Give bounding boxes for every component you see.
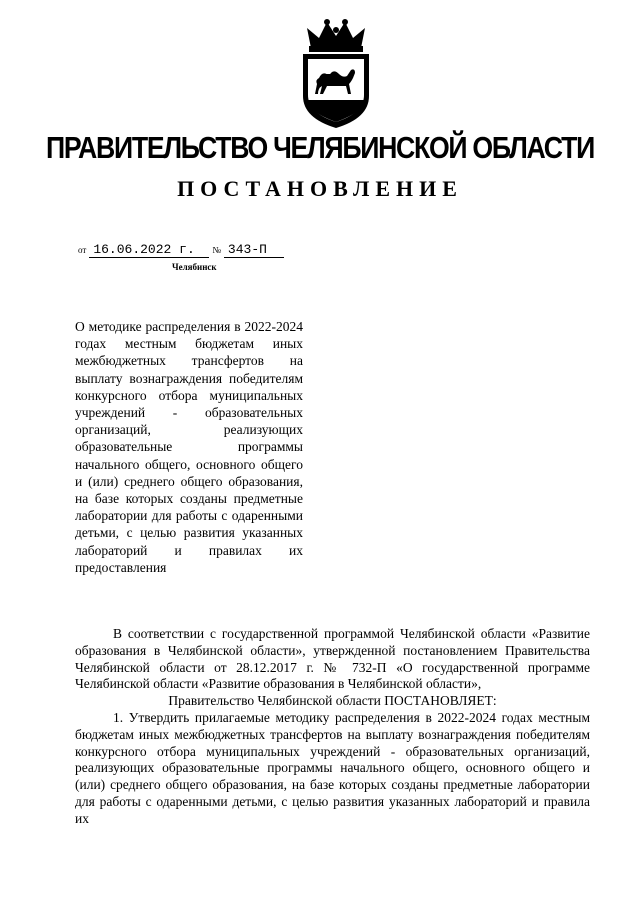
document-body: [75, 626, 590, 828]
document-subject: О методике распределения в 2022-2024 годах местным бюджетам иных межбюджетных трансфертов на выплату вознаграждения победителям конкурсного отбора муниципальных учреждений - образовательных организаций, реализующих образовательные программы начального общего, основного общего и (или) среднего общего образования, на базе которых созданы предметные лаборатории для работы с одаренными детьми, с целью развития указанных лабораторий и правилах их предоставления: [75, 319, 303, 575]
city-name: Челябинск: [172, 262, 217, 272]
decree-line: Правительство Челябинской области ПОСТАНОВЛЯЕТ:: [168, 693, 497, 709]
government-title: ПРАВИТЕЛЬСТВО ЧЕЛЯБИНСКОЙ ОБЛАСТИ: [46, 130, 594, 165]
preamble-paragraph: В соответствии с государственной программой Челябинской области «Развитие образования в Челябинской области», утвержденной постановлением Правительства Челябинской области от 28.12.2017 г. № 732-П «О государственной программе Челябинской области «Развитие образования в Челябинской области»,: [75, 626, 590, 692]
item-1-paragraph: 1. Утвердить прилагаемые методику распределения в 2022-2024 годах местным бюджетам иных межбюджетных трансфертов на выплату вознаграждения победителям конкурсного отбора муниципальных учреждений - образовательных организаций, реализующих образовательные программы начального общего, основного общего и (или) среднего общего образования, на базе которых созданы предметные лаборатории для работы с одаренными детьми, с целью развития указанных лабораторий и правила их: [75, 709, 590, 826]
chelyabinsk-coat-of-arms-icon: [293, 18, 379, 130]
date-number-line: [78, 242, 284, 258]
document-number: 343-П: [224, 242, 284, 258]
document-date: 16.06.2022 г.: [89, 242, 209, 258]
document-type: ПОСТАНОВЛЕНИЕ: [177, 176, 463, 201]
number-prefix: №: [212, 245, 221, 255]
date-prefix: от: [78, 245, 87, 255]
